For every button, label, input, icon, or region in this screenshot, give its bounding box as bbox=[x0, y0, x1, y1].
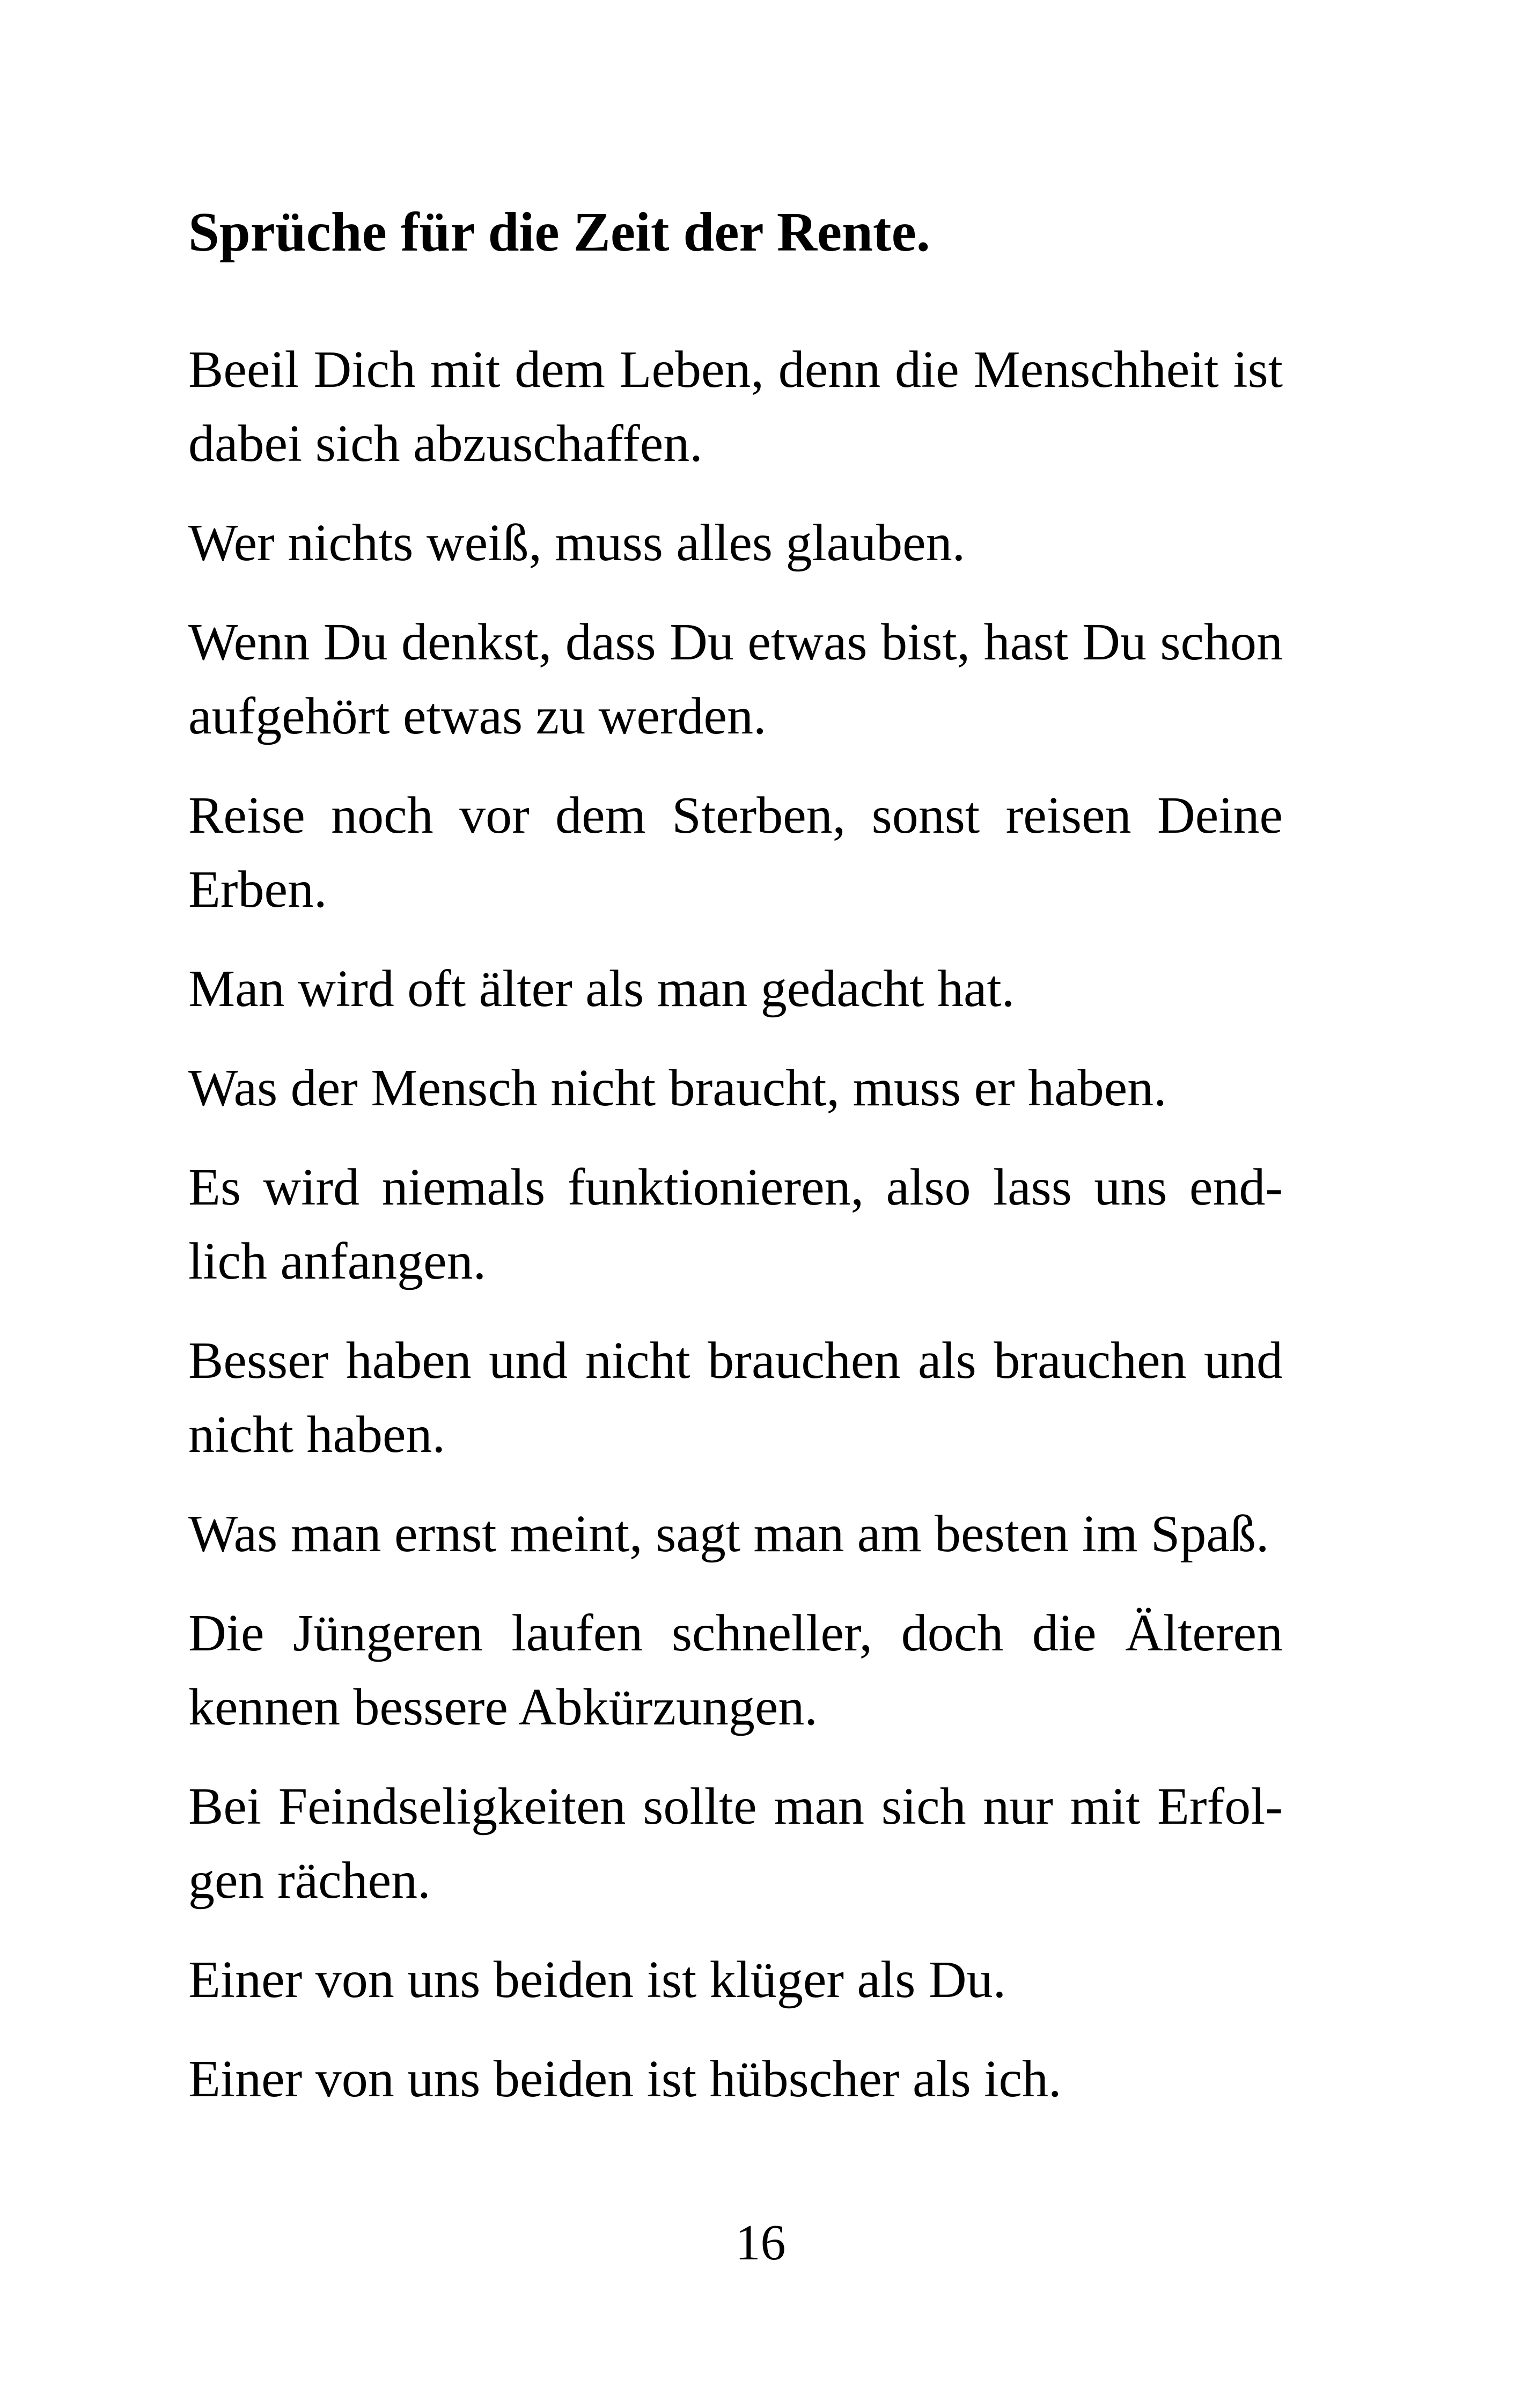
saying bbox=[188, 1596, 1283, 1744]
saying-line: ist dabei sich abzuschaffen. bbox=[188, 341, 1283, 473]
saying-line: Bei Feindseligkeiten sollte man sich nur mit Erfol- bbox=[188, 1778, 1283, 1836]
saying-line: Wenn Du denkst, dass Du etwas bist, hast Du bbox=[188, 613, 1147, 671]
saying-line: schon aufgehört etwas zu werden. bbox=[188, 613, 1283, 745]
saying bbox=[188, 1051, 1283, 1125]
saying bbox=[188, 333, 1283, 481]
saying-line: nicht haben. bbox=[188, 1406, 445, 1464]
saying-line: Einer von uns beiden ist klüger als Du. bbox=[188, 1951, 1006, 2009]
saying-line: Erben. bbox=[188, 861, 327, 919]
saying bbox=[188, 1497, 1283, 1571]
saying bbox=[188, 1943, 1283, 2017]
saying bbox=[188, 1150, 1283, 1298]
saying-line: Wer nichts weiß, muss alles glauben. bbox=[188, 514, 966, 572]
saying-line: Die Jüngeren laufen schneller, doch die Älteren bbox=[188, 1604, 1283, 1662]
saying bbox=[188, 605, 1283, 753]
saying-line: lich anfangen. bbox=[188, 1232, 487, 1290]
saying bbox=[188, 506, 1283, 580]
saying bbox=[188, 1770, 1283, 1918]
saying-line: gen rächen. bbox=[188, 1852, 431, 1910]
page-title: Sprüche für die Zeit der Rente. bbox=[188, 201, 930, 263]
saying-line: Was man ernst meint, sagt man am besten im bbox=[188, 1505, 1138, 1563]
saying-line: Man wird oft älter als man gedacht hat. bbox=[188, 960, 1015, 1018]
saying-line: Beeil Dich mit dem Leben, denn die Menschheit bbox=[188, 341, 1219, 399]
saying-line: Es wird niemals funktionieren, also lass uns end- bbox=[188, 1158, 1283, 1216]
saying bbox=[188, 1324, 1283, 1472]
saying bbox=[188, 952, 1283, 1026]
saying-line: Spaß. bbox=[1150, 1505, 1269, 1563]
saying-line: Einer von uns beiden ist hübscher als ich. bbox=[188, 2050, 1062, 2108]
saying-line: Was der Mensch nicht braucht, muss er haben. bbox=[188, 1059, 1167, 1117]
saying bbox=[188, 779, 1283, 927]
saying-line: kennen bessere Abkürzungen. bbox=[188, 1678, 818, 1736]
saying-line: Reise noch vor dem Sterben, sonst reisen Deine bbox=[188, 787, 1283, 845]
saying-line: Besser haben und nicht brauchen als brauchen und bbox=[188, 1332, 1283, 1390]
page-number: 16 bbox=[735, 2215, 786, 2271]
saying bbox=[188, 2042, 1283, 2116]
sayings-list bbox=[188, 333, 1283, 2141]
